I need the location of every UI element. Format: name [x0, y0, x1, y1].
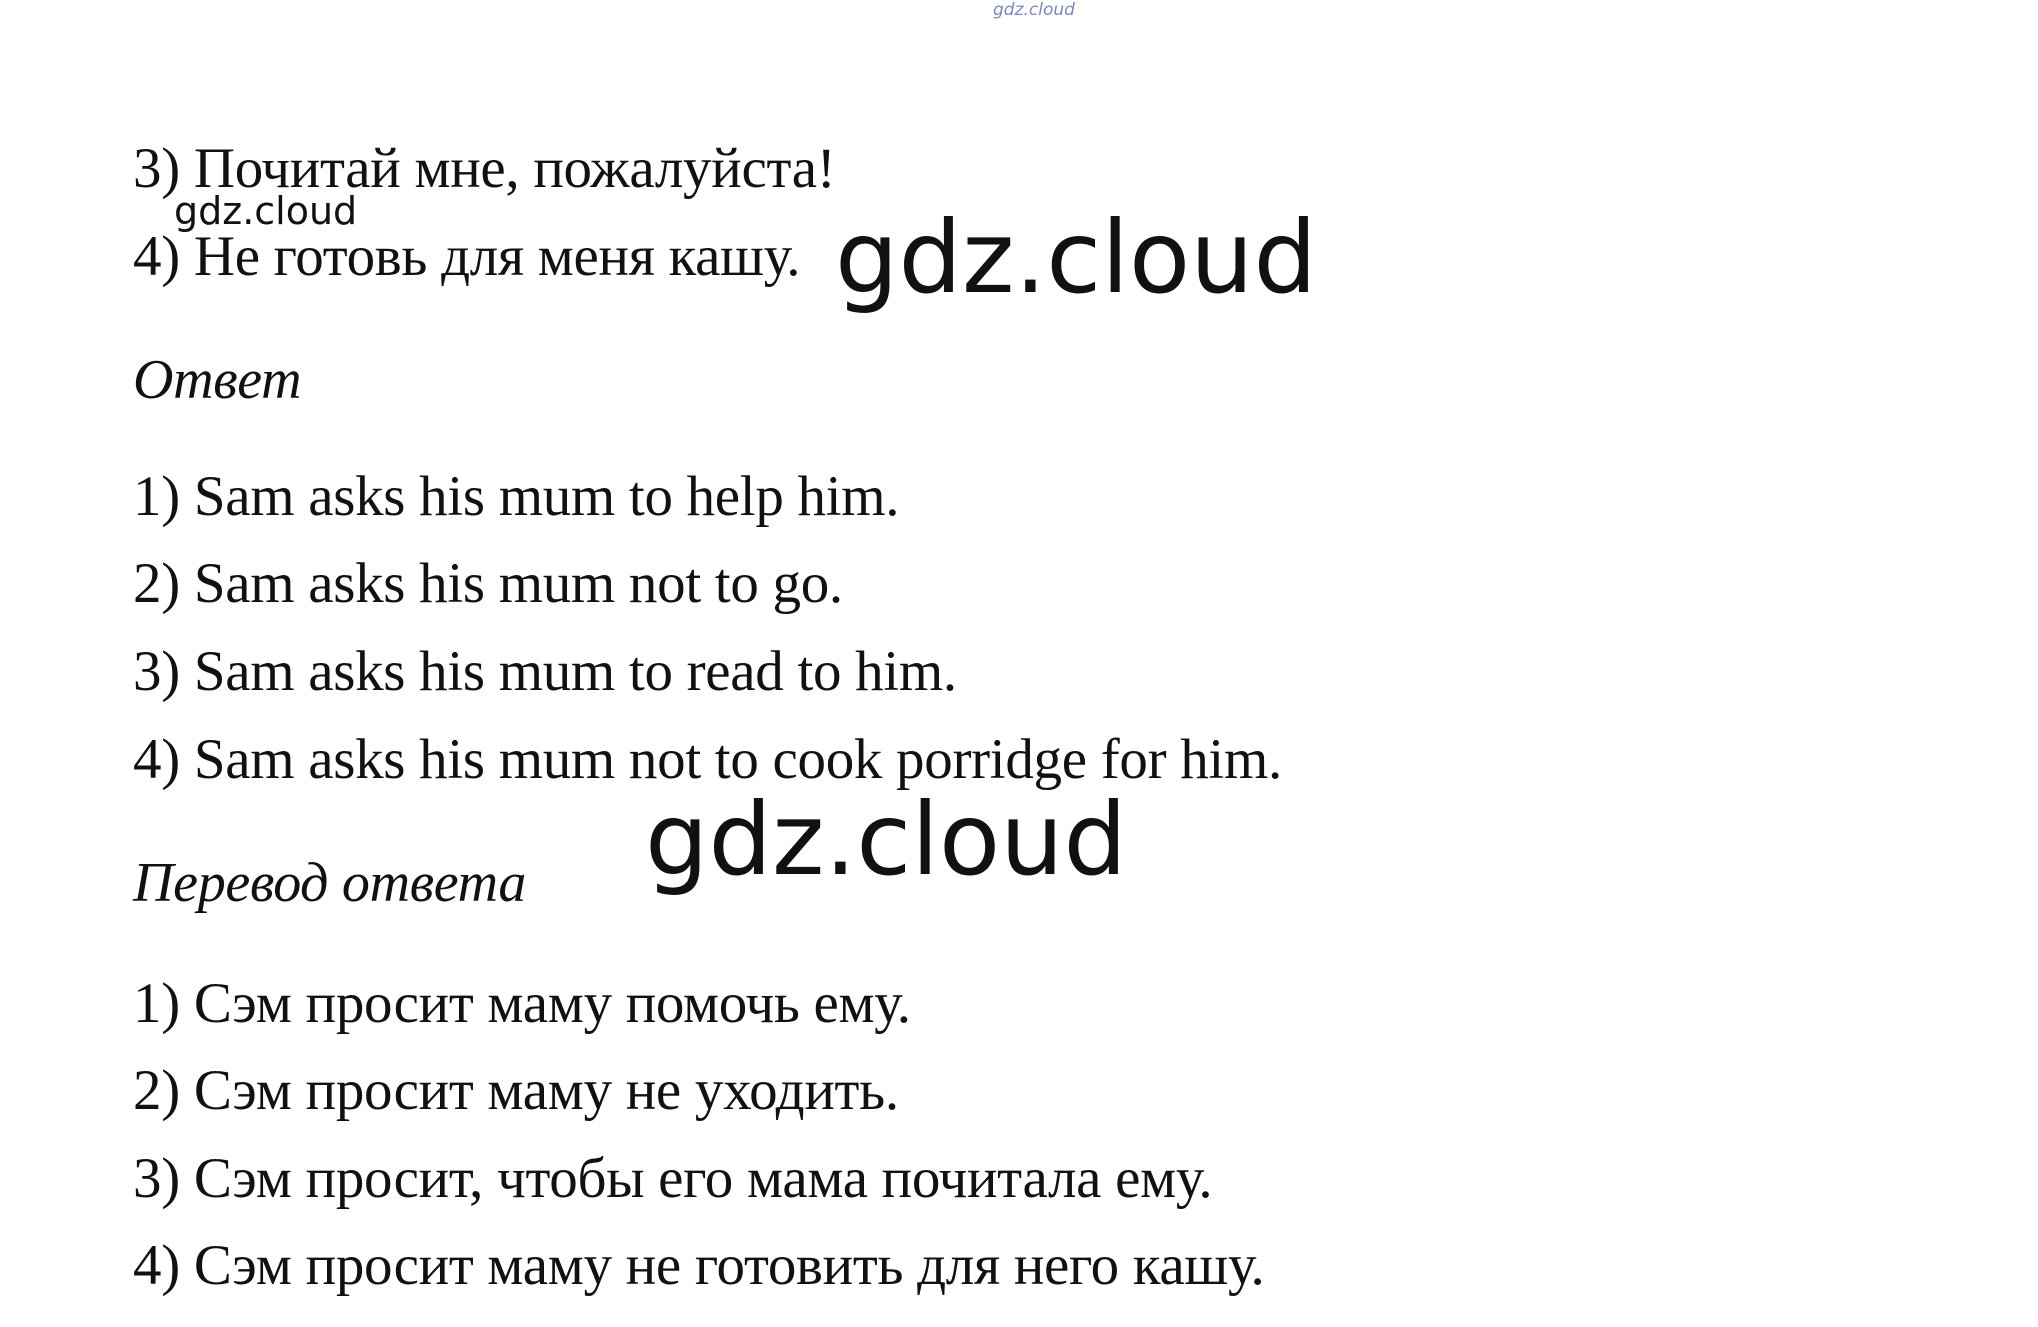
translation-line-3: 3) Сэм просит, чтобы его мама почитала ему. [133, 1147, 1213, 1210]
translation-line-1: 1) Сэм просит маму помочь ему. [133, 972, 911, 1035]
watermark-large-2: gdz.cloud [645, 781, 1128, 898]
watermark-large-1: gdz.cloud [835, 199, 1318, 316]
translation-heading: Перевод ответа [133, 852, 527, 914]
answer-line-1: 1) Sam asks his mum to help him. [133, 465, 900, 528]
watermark-top: gdz.cloud [993, 0, 1075, 20]
translation-line-4: 4) Сэм просит маму не готовить для него кашу. [133, 1234, 1265, 1297]
answer-line-4: 4) Sam asks his mum not to cook porridge for him. [133, 728, 1282, 791]
answer-line-3: 3) Sam asks his mum to read to him. [133, 640, 957, 703]
watermark-small: gdz.cloud [174, 189, 358, 233]
answer-line-2: 2) Sam asks his mum not to go. [133, 552, 843, 615]
translation-line-2: 2) Сэм просит маму не уходить. [133, 1059, 899, 1122]
task-line-4: 4) Не готовь для меня кашу. [133, 225, 801, 288]
task-line-3: 3) Почитай мне, пожалуйста! [133, 137, 836, 200]
answer-heading: Ответ [133, 349, 302, 411]
